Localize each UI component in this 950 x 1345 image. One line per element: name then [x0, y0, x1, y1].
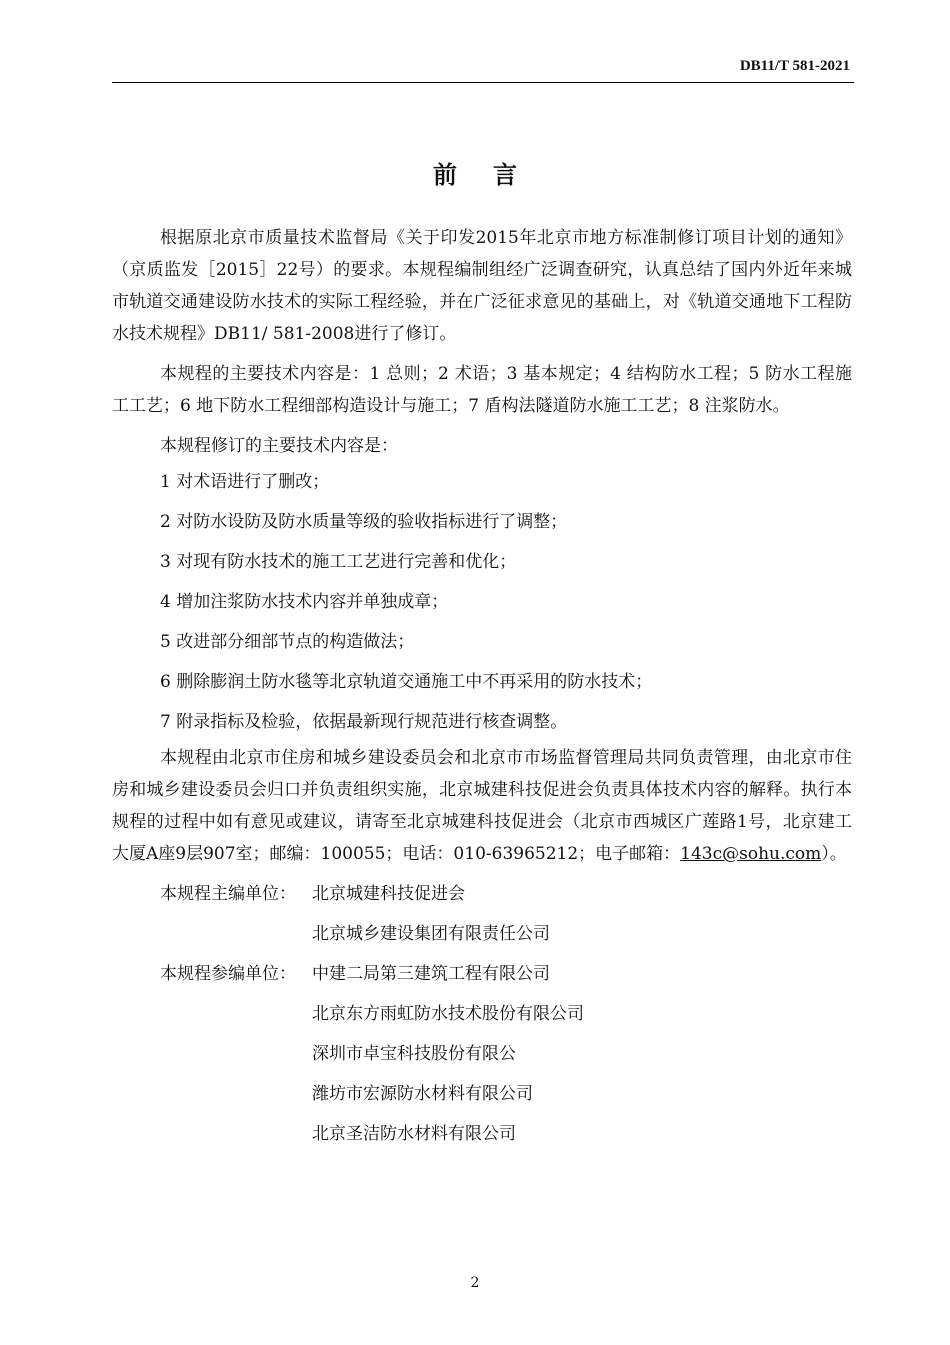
- org-name: 北京城建科技促进会: [312, 884, 465, 904]
- preface-body: [112, 222, 852, 1154]
- participating-units: [112, 954, 852, 1154]
- org-name: 北京圣洁防水材料有限公司: [312, 1124, 516, 1144]
- org-name: 北京东方雨虹防水技术股份有限公司: [312, 1004, 584, 1024]
- email-link[interactable]: 143c@sohu.com: [680, 844, 822, 864]
- paragraph-background: 根据原北京市质量技术监督局《关于印发2015年北京市地方标准制修订项目计划的通知》（京质监发［2015］22号）的要求。本规程编制组经广泛调查研究，认真总结了国内外近年来城市轨道交通建设防水技术的实际工程经验，并在广泛征求意见的基础上，对《轨道交通地下工程防水技术规程》DB11/ 581-2008进行了修订。: [112, 228, 852, 344]
- paragraph-management: [112, 742, 852, 870]
- revision-item: 4 增加注浆防水技术内容并单独成章；: [160, 592, 449, 612]
- revision-item: 2 对防水设防及防水质量等级的验收指标进行了调整；: [160, 512, 568, 532]
- org-name: 中建二局第三建筑工程有限公司: [312, 964, 550, 984]
- org-row: [112, 1034, 852, 1074]
- page-title: 前言: [433, 160, 553, 189]
- org-name: 潍坊市宏源防水材料有限公司: [312, 1084, 533, 1104]
- revision-item: 1 对术语进行了删改；: [160, 472, 330, 492]
- paragraph-revision-intro: 本规程修订的主要技术内容是：: [160, 436, 398, 456]
- revision-item: 7 附录指标及检验，依据最新现行规范进行核查调整。: [160, 712, 568, 732]
- document-code: DB11/T 581-2021: [739, 58, 850, 74]
- org-name: 北京城乡建设集团有限责任公司: [312, 924, 550, 944]
- chief-units: [112, 874, 852, 954]
- management-text-end: ）。: [821, 844, 847, 864]
- org-row: [112, 1114, 852, 1154]
- revision-item: 3 对现有防水技术的施工工艺进行完善和优化；: [160, 552, 517, 572]
- page-number: 2: [470, 1275, 480, 1291]
- org-row: [112, 874, 852, 914]
- org-row: [112, 994, 852, 1034]
- org-row: [112, 1074, 852, 1114]
- header-divider: [112, 82, 854, 83]
- chief-units-label: 本规程主编单位：: [160, 884, 296, 904]
- revision-item: 5 改进部分细部节点的构造做法；: [160, 632, 415, 652]
- org-name: 深圳市卓宝科技股份有限公: [312, 1044, 516, 1064]
- paragraph-main-contents: 本规程的主要技术内容是：1 总则；2 术语；3 基本规定；4 结构防水工程；5 防水工程施工工艺；6 地下防水工程细部构造设计与施工；7 盾构法隧道防水施工工艺；8 注浆防水。: [112, 364, 852, 416]
- revision-item: 6 删除膨润土防水毯等北京轨道交通施工中不再采用的防水技术；: [160, 672, 653, 692]
- org-row: [112, 954, 852, 994]
- participating-units-label: 本规程参编单位：: [160, 964, 296, 984]
- management-text: 本规程由北京市住房和城乡建设委员会和北京市市场监督管理局共同负责管理，由北京市住房和城乡建设委员会归口并负责组织实施，北京城建科技促进会负责具体技术内容的解释。执行本规程的过程中如有意见或建议，请寄至北京城建科技促进会（北京市西城区广莲路1号，北京建工大厦A座9层907室；邮编：100055；电话：010-63965212；电子邮箱：: [112, 748, 852, 864]
- org-row: [112, 914, 852, 954]
